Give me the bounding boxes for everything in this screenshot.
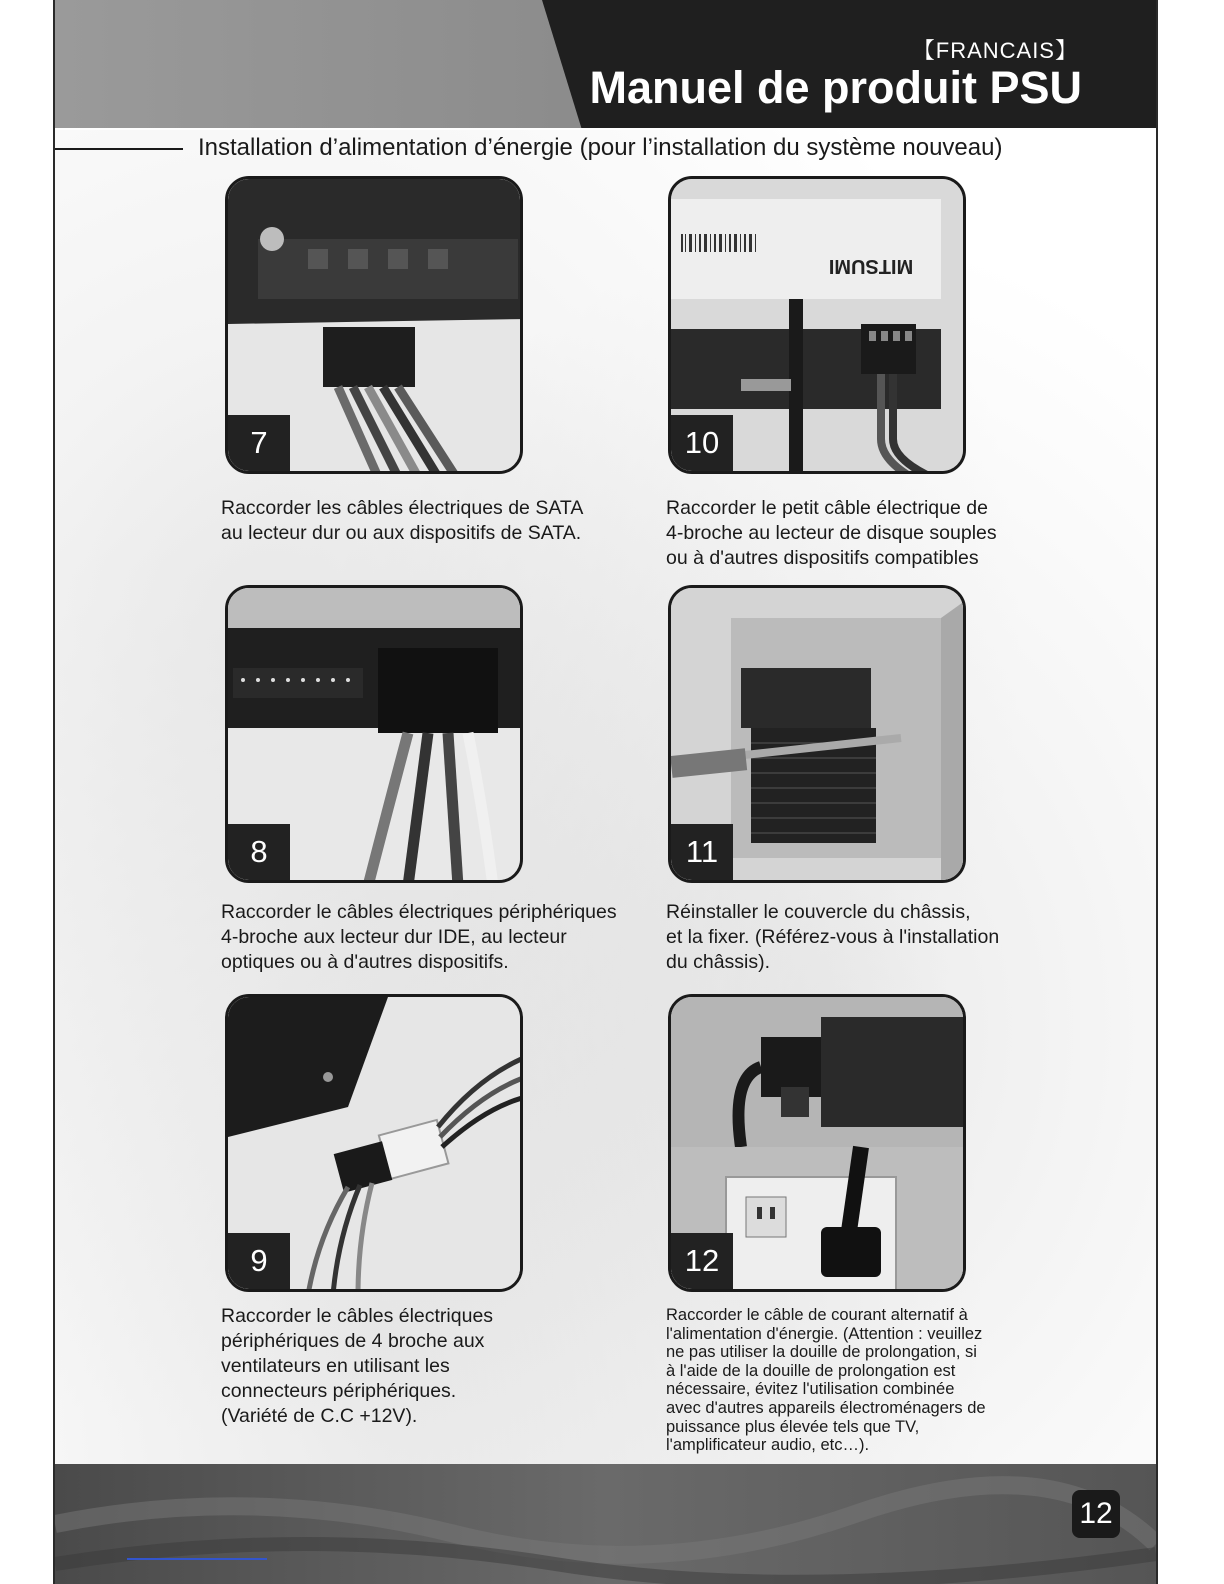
- step-8-photo: [225, 585, 523, 883]
- step-9-photo: [225, 994, 523, 1292]
- header-banner: [55, 0, 1156, 130]
- page: [53, 0, 1158, 1584]
- page-number: 12: [1072, 1490, 1120, 1538]
- step-12-caption: Raccorder le câble de courant alternatif à l'alimentation d'énergie. (Attention : veuillez ne pas utiliser la douille de prolongation, si à l'aide de la douille de prolongation est nécessaire, évitez l'utilisation combinée avec d'autres appareils électroménagers de puissance plus élevée tels que TV, l'amplificateur audio, etc…).: [666, 1306, 986, 1455]
- step-7-caption: Raccorder les câbles électriques de SATA au lecteur dur ou aux dispositifs de SATA.: [221, 497, 584, 544]
- step-number-badge: 7: [228, 415, 290, 471]
- step-10-caption: Raccorder le petit câble électrique de 4-broche au lecteur de disque souples ou à d'autres dispositifs compatibles: [666, 497, 997, 569]
- footer-background: [55, 1464, 1156, 1584]
- language-label: 【FRANCAIS】: [912, 38, 1078, 63]
- section-heading: Installation d’alimentation d’énergie (pour l’installation du système nouveau): [198, 134, 1003, 161]
- section-divider: [55, 148, 183, 150]
- step-number-badge: 10: [671, 415, 733, 471]
- step-number-badge: 11: [671, 824, 733, 880]
- step-10-photo: [668, 176, 966, 474]
- step-8-caption: Raccorder le câbles électriques périphériques 4-broche aux lecteur dur IDE, au lecteur optiques ou à d'autres dispositifs.: [221, 901, 617, 973]
- step-number-badge: 8: [228, 824, 290, 880]
- step-9-caption: Raccorder le câbles électriques périphériques de 4 broche aux ventilateurs en utilisant les connecteurs périphériques. (Variété de C.C +12V).: [221, 1305, 494, 1427]
- step-11-photo: [668, 585, 966, 883]
- step-number-badge: 12: [671, 1233, 733, 1289]
- step-7-photo: [225, 176, 523, 474]
- step-number-badge: 9: [228, 1233, 290, 1289]
- footer-banner: [55, 1464, 1156, 1584]
- step-11-caption: Réinstaller le couvercle du châssis, et la fixer. (Référez-vous à l'installation du châssis).: [666, 901, 1000, 973]
- link-underline: [127, 1558, 267, 1560]
- mitsumi-label: MITSUMI: [828, 255, 914, 277]
- page-title: Manuel de produit PSU: [589, 62, 1082, 113]
- step-12-photo: [668, 994, 966, 1292]
